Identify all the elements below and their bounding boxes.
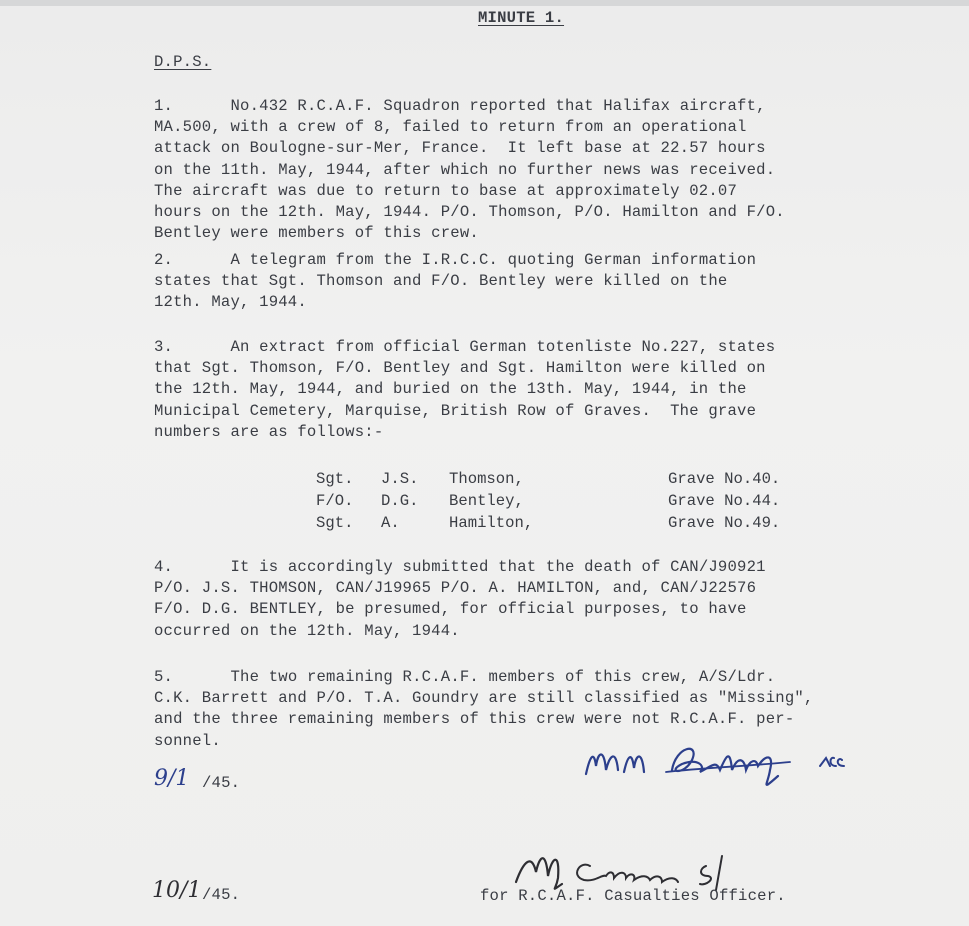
scan-edge	[0, 0, 969, 6]
paragraph-line: the 12th. May, 1944, and buried on the 13th. May, 1944, in the	[154, 380, 747, 399]
paragraph-line: 3. An extract from official German totenliste No.227, states	[154, 338, 776, 356]
paragraph-line: occurred on the 12th. May, 1944.	[154, 621, 460, 640]
handwritten-date-1: 9/1	[154, 766, 190, 791]
paragraph-line: numbers are as follows:-	[154, 422, 384, 441]
grave-number: Grave No.44.	[668, 492, 781, 510]
paragraph-line: C.K. Barrett and P/O. T.A. Goundry are still classified as "Missing",	[154, 689, 814, 708]
signoff-line: for R.C.A.F. Casualties Officer.	[480, 887, 786, 905]
paragraph-line: 2. A telegram from the I.R.C.C. quoting German information	[154, 251, 757, 269]
paragraph-line: attack on Boulogne-sur-Mer, France. It left base at 22.57 hours	[154, 139, 766, 158]
typed-year-2: /45.	[202, 886, 241, 904]
grave-rank: F/O.	[316, 492, 354, 510]
paragraph-line: The aircraft was due to return to base at approximately 02.07	[154, 181, 738, 200]
page-title: MINUTE 1.	[478, 9, 565, 27]
signature-goldberg	[580, 736, 900, 796]
grave-initials: A.	[381, 514, 400, 532]
paragraph-line: MA.500, with a crew of 8, failed to return from an operational	[154, 118, 747, 137]
grave-number: Grave No.40.	[668, 470, 781, 488]
paragraph-line: on the 11th. May, 1944, after which no further news was received.	[154, 160, 776, 179]
grave-name: Hamilton,	[449, 514, 534, 532]
paragraph-4	[154, 557, 766, 642]
paragraph-line: sonnel.	[154, 731, 221, 750]
paragraph-line: Municipal Cemetery, Marquise, British Row of Graves. The grave	[154, 401, 757, 420]
paragraph-line: F/O. D.G. BENTLEY, be presumed, for official purposes, to have	[154, 600, 747, 619]
paragraph-line: that Sgt. Thomson, F/O. Bentley and Sgt. Hamilton were killed on	[154, 359, 766, 378]
paragraph-2	[154, 250, 756, 314]
paragraph-line: states that Sgt. Thomson and F/O. Bentley were killed on the	[154, 272, 728, 291]
paragraph-line: 12th. May, 1944.	[154, 293, 307, 312]
grave-initials: J.S.	[381, 470, 419, 488]
grave-number: Grave No.49.	[668, 514, 781, 532]
grave-rank: Sgt.	[316, 514, 354, 532]
grave-initials: D.G.	[381, 492, 419, 510]
paragraph-line: P/O. J.S. THOMSON, CAN/J19965 P/O. A. HAMILTON, and, CAN/J22576	[154, 579, 757, 598]
paragraph-line: 1. No.432 R.C.A.F. Squadron reported that Halifax aircraft,	[154, 97, 766, 115]
paragraph-line: hours on the 12th. May, 1944. P/O. Thomson, P/O. Hamilton and F/O.	[154, 203, 785, 222]
paragraph-line: 4. It is accordingly submitted that the death of CAN/J90921	[154, 558, 766, 576]
paragraph-line: 5. The two remaining R.C.A.F. members of this crew, A/S/Ldr.	[154, 668, 776, 686]
handwritten-date-2: 10/1	[152, 878, 202, 903]
paragraph-line: and the three remaining members of this crew were not R.C.A.F. per-	[154, 710, 795, 729]
paragraph-1	[154, 96, 785, 244]
paragraph-3	[154, 337, 775, 443]
grave-rank: Sgt.	[316, 470, 354, 488]
grave-name: Bentley,	[449, 492, 524, 510]
grave-name: Thomson,	[449, 470, 524, 488]
addressee: D.P.S.	[154, 53, 212, 71]
paragraph-line: Bentley were members of this crew.	[154, 224, 479, 243]
typed-year-1: /45.	[202, 774, 241, 792]
